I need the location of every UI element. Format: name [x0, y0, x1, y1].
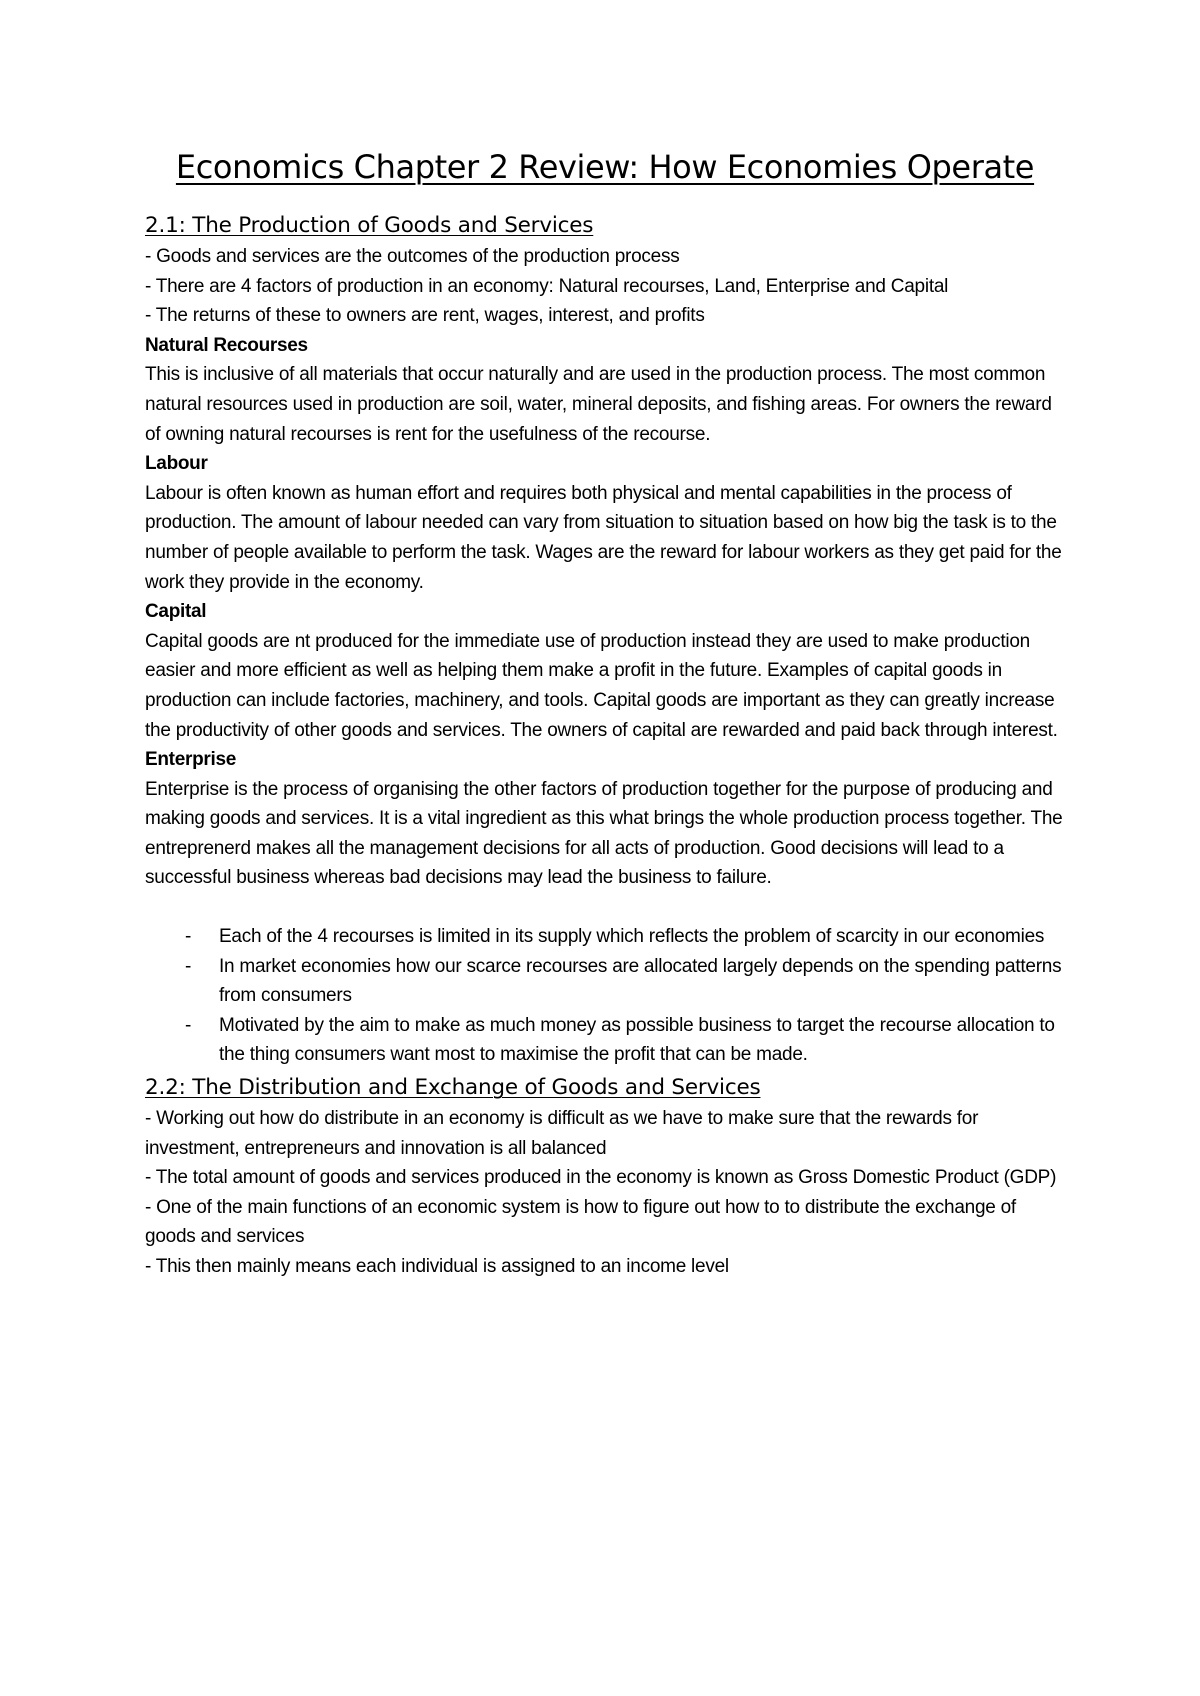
section-heading-production: 2.1: The Production of Goods and Services [145, 213, 594, 238]
document-body [145, 148, 1065, 1282]
list-item [145, 952, 1065, 1011]
factor-heading: Labour [145, 453, 208, 475]
distribution-line: - One of the main functions of an economic system is how to figure out how to to distribute the exchange of goods and services [145, 1196, 1016, 1248]
dash-bullet: - [185, 926, 192, 948]
factor-description: Enterprise is the process of organising the other factors of production together for the purpose of producing and making goods and services. It is a vital ingredient as this what brings the whole production process together. The entreprenerd makes all the management decisions for all acts of production. Good decisions will lead to a successful business whereas bad decisions may lead the business to failure. [145, 778, 1063, 889]
distribution-line: - This then mainly means each individual is assigned to an income level [145, 1256, 729, 1277]
intro-line: - There are 4 factors of production in an economy: Natural recourses, Land, Enterprise and Capital [145, 275, 949, 297]
intro-line: - The returns of these to owners are rent, wages, interest, and profits [145, 305, 705, 327]
list-item [145, 1011, 1065, 1070]
factor-description: Capital goods are nt produced for the immediate use of production instead they are used to make production easier and more efficient as well as helping them make a profit in the future. Examples of capital goods in production can include factories, machinery, and tools. Capital goods are important as they can greatly increase the productivity of other goods and services. The owners of capital are rewarded and paid back through interest. [145, 630, 1058, 741]
factor-labour [145, 449, 1065, 597]
document-title: Economics Chapter 2 Review: How Economies Operate [175, 148, 1035, 186]
factor-heading: Natural Recourses [145, 334, 308, 356]
list-item-text: Each of the 4 recourses is limited in its supply which reflects the problem of scarcity in our economies [219, 926, 1045, 948]
factor-capital [145, 597, 1065, 745]
distribution-line: - The total amount of goods and services produced in the economy is known as Gross Domestic Product (GDP) [145, 1167, 1057, 1189]
section-heading-distribution: 2.2: The Distribution and Exchange of Goods and Services [145, 1075, 761, 1101]
factor-enterprise [145, 745, 1065, 893]
intro-line: - Goods and services are the outcomes of the production process [145, 246, 680, 267]
list-item-text: Motivated by the aim to make as much money as possible business to target the recourse allocation to the thing consumers want most to maximise the profit that can be made. [219, 1014, 1055, 1066]
factor-description: Labour is often known as human effort and requires both physical and mental capabilities in the process of production. The amount of labour needed can vary from situation to situation based on how big the task is to the number of people available to perform the task. Wages are the reward for labour workers as they get paid for the work they provide in the economy. [145, 482, 1062, 593]
dash-bullet: - [185, 955, 192, 977]
factor-heading: Enterprise [145, 749, 236, 771]
list-item-text: In market economies how our scarce recourses are allocated largely depends on the spending patterns from consumers [219, 955, 1062, 1007]
section-production [145, 210, 1065, 1070]
distribution-line: - Working out how do distribute in an economy is difficult as we have to make sure that the rewards for investment, entrepreneurs and innovation is all balanced [145, 1108, 979, 1159]
scarcity-bullet-list [145, 922, 1065, 1070]
paragraph-spacer [145, 893, 1065, 922]
dash-bullet: - [185, 1014, 192, 1036]
section-distribution [145, 1072, 1065, 1282]
factor-description: This is inclusive of all materials that occur naturally and are used in the production process. The most common natural resources used in production are soil, water, mineral deposits, and fishing areas. For owners the reward of owning natural recourses is rent for the usefulness of the recourse. [145, 364, 1052, 445]
list-item [145, 922, 1065, 952]
factor-heading: Capital [145, 601, 207, 623]
factor-natural-recourses [145, 331, 1065, 449]
